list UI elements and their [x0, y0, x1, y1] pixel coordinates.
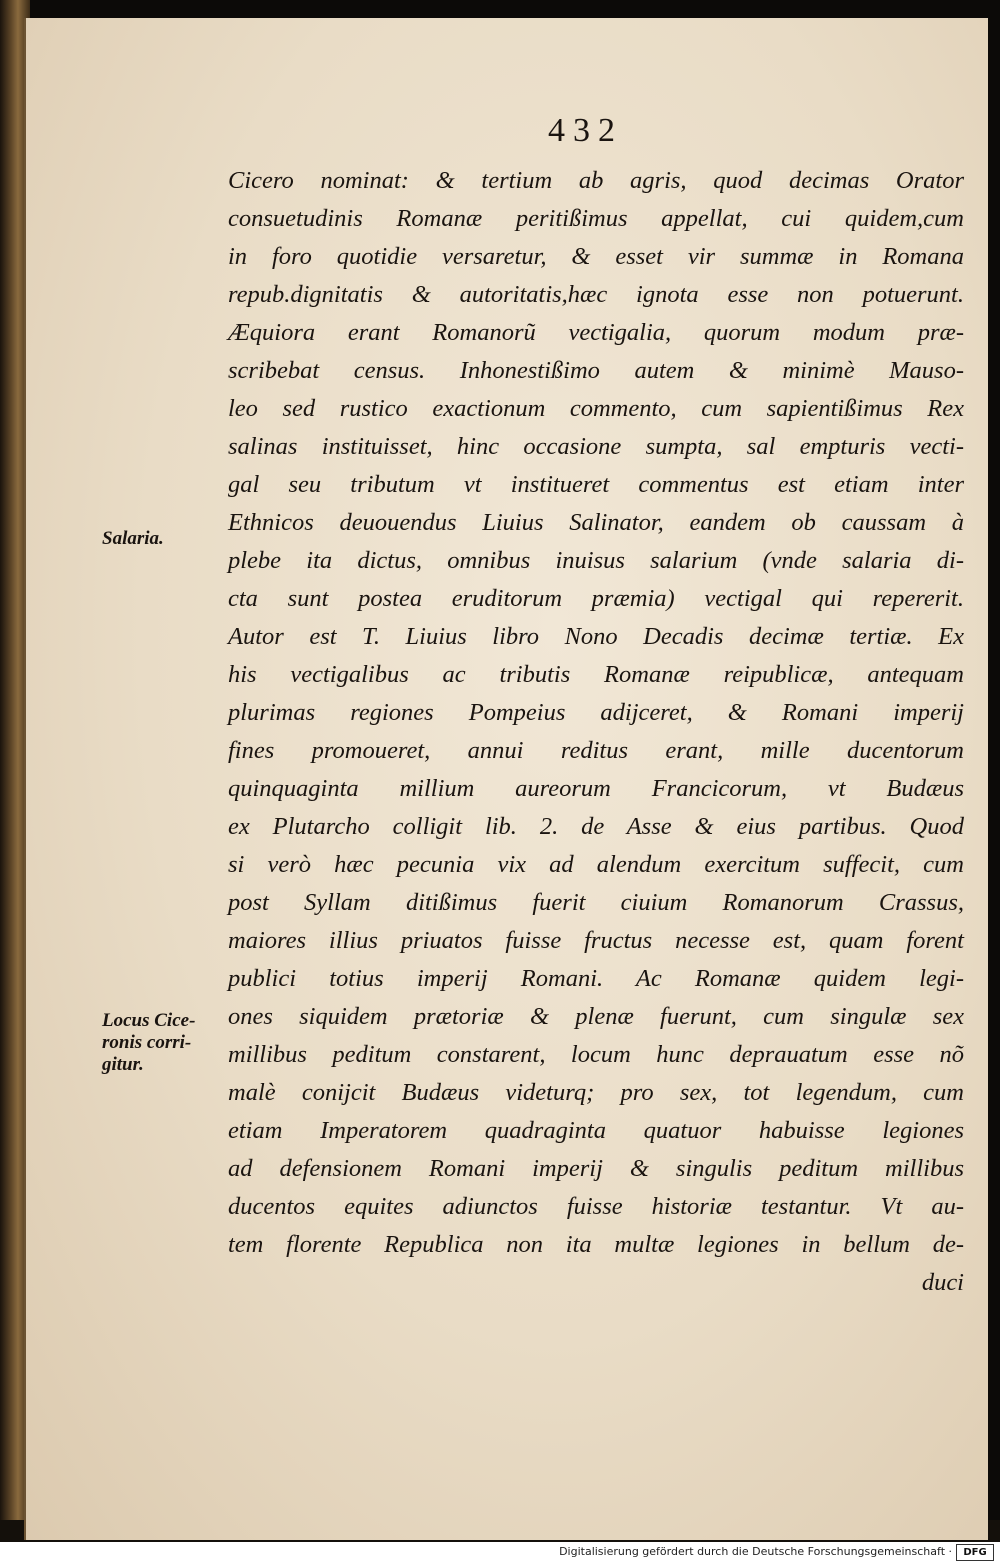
text-line: maiores illius priuatos fuisse fructus necesse est, quam forent — [228, 927, 964, 954]
text-line: cta sunt postea eruditorum præmia) vectigal qui repererit. — [228, 585, 964, 612]
text-line: salinas instituisset, hinc occasione sumpta, sal empturis vecti- — [228, 433, 964, 460]
text-line: Ethnicos deuouendus Liuius Salinator, eandem ob caussam à — [228, 509, 964, 536]
text-line: malè conijcit Budæus videturq; pro sex, tot legendum, cum — [228, 1079, 964, 1106]
catchword: duci — [921, 1269, 964, 1296]
text-line: si verò hæc pecunia vix ad alendum exercitum suffecit, cum — [228, 851, 964, 878]
text-line: etiam Imperatorem quadraginta quatuor habuisse legiones — [228, 1117, 964, 1144]
text-line: consuetudinis Romanæ peritißimus appellat, cui quidem,cum — [228, 205, 964, 232]
page-number: 432 — [548, 112, 623, 149]
text-line: millibus peditum constarent, locum hunc deprauatum esse nõ — [228, 1041, 964, 1068]
text-line: tem florente Republica non ita multæ legiones in bellum de- — [228, 1231, 964, 1258]
text-line: ducentos equites adiunctos fuisse historiæ testantur. Vt au- — [228, 1193, 964, 1220]
text-line: fines promoueret, annui reditus erant, mille ducentorum — [228, 737, 964, 764]
body-text — [228, 162, 964, 1302]
text-line: leo sed rustico exactionum commento, cum sapientißimus Rex — [228, 395, 964, 422]
footer-credit: Digitalisierung gefördert durch die Deutsche Forschungsgemeinschaft · — [559, 1545, 952, 1558]
text-line: ad defensionem Romani imperij & singulis peditum millibus — [228, 1155, 964, 1182]
text-line: ex Plutarcho colligit lib. 2. de Asse & eius partibus. Quod — [228, 813, 964, 840]
digitization-footer — [0, 1542, 1000, 1562]
text-line: scribebat census. Inhonestißimo autem & minimè Mauso- — [228, 357, 964, 384]
text-line: gal seu tributum vt institueret commentus est etiam inter — [228, 471, 964, 498]
text-line: in foro quotidie versaretur, & esset vir summæ in Romana — [228, 243, 964, 270]
margin-note-locus-ciceronis: Locus Cice- ronis corri- gitur. — [102, 1010, 196, 1075]
dfg-logo: DFG — [956, 1544, 994, 1561]
text-line: Autor est T. Liuius libro Nono Decadis decimæ tertiæ. Ex — [228, 623, 964, 650]
text-line: plurimas regiones Pompeius adijceret, & Romani imperij — [228, 699, 964, 726]
text-line: post Syllam ditißimus fuerit ciuium Romanorum Crassus, — [228, 889, 964, 916]
text-line: repub.dignitatis & autoritatis,hæc ignota esse non potuerunt. — [228, 281, 964, 308]
text-line: his vectigalibus ac tributis Romanæ reipublicæ, antequam — [228, 661, 964, 688]
text-line: Æquiora erant Romanorũ vectigalia, quorum modum præ- — [228, 319, 964, 346]
text-line: Cicero nominat: & tertium ab agris, quod decimas Orator — [228, 167, 964, 194]
margin-note-salaria: Salaria. — [102, 528, 164, 549]
text-line: quinquaginta millium aureorum Francicorum, vt Budæus — [228, 775, 964, 802]
text-line: plebe ita dictus, omnibus inuisus salarium (vnde salaria di- — [228, 547, 964, 574]
text-line: publici totius imperij Romani. Ac Romanæ quidem legi- — [228, 965, 964, 992]
text-line: ones siquidem prætoriæ & plenæ fuerunt, cum singulæ sex — [228, 1003, 964, 1030]
